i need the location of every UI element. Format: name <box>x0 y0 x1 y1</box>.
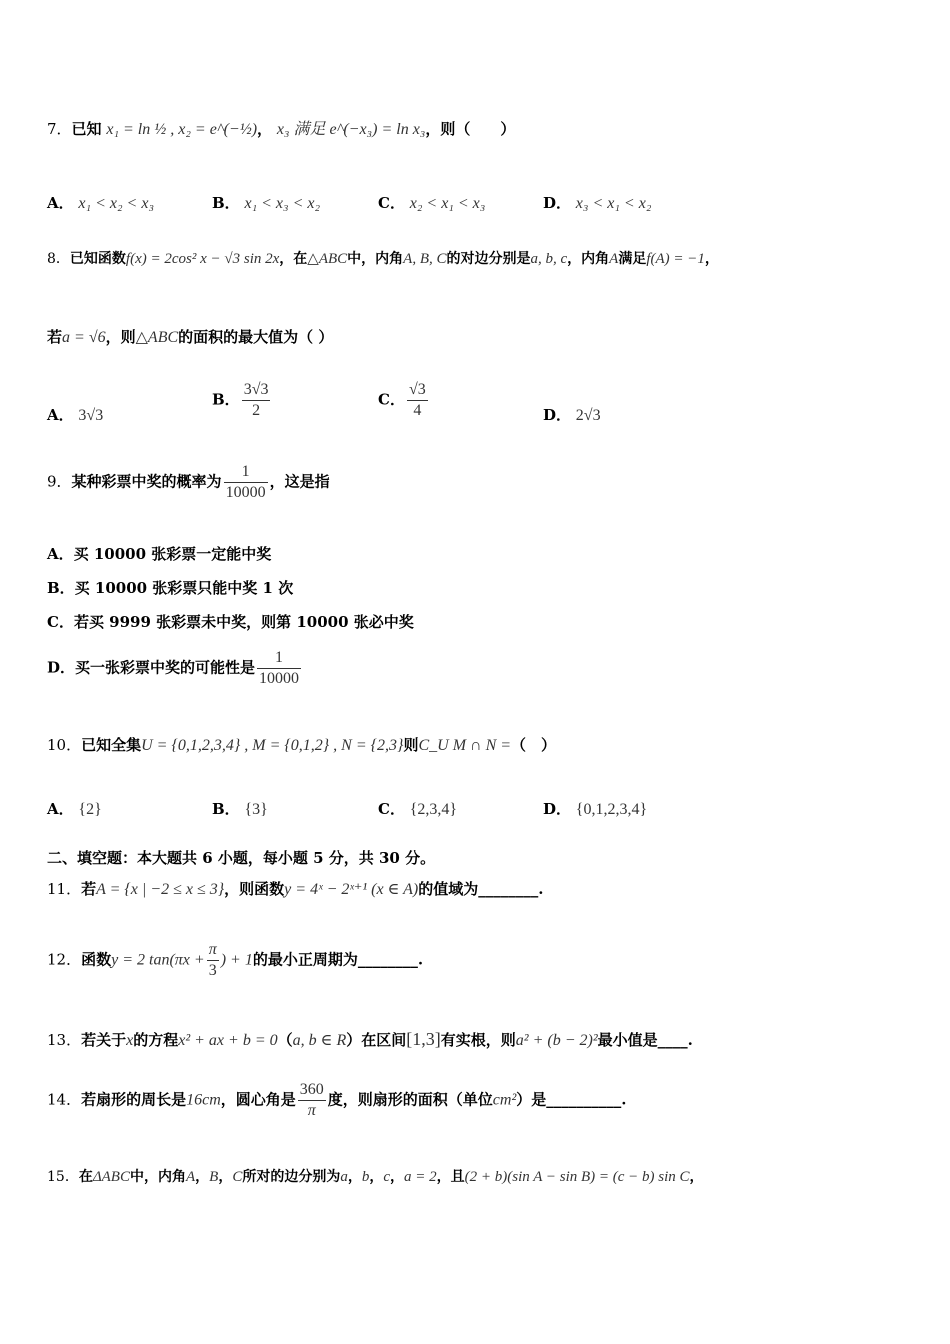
question-11: 11．若A = {x | −2 ≤ x ≤ 3}，则函数y = 4ˣ − 2ˣ⁺¹ (x ∈ A)的值域为________. <box>47 880 544 898</box>
fraction: $\frac{√3}{4}$ <box>408 381 426 419</box>
question-8-line-2: 若a = √6，则△ABC的面积的最大值为（ ） <box>47 328 334 346</box>
q7-option-a: A． x₁ < x₂ < x₃ <box>47 194 155 212</box>
math-condition: x₃ 满足 e^(−x₃) = ln x₃ <box>276 121 426 138</box>
question-7: 7．已知 x₁ = ln ½ , x₂ = e^(−½)， x₃ 满足 e^(−x₃) = ln x₃，则（ ） <box>47 120 516 138</box>
q8-option-c: C． $\frac{√3}{4}$ <box>378 381 426 419</box>
question-10: 10．已知全集U = {0,1,2,3,4} , M = {0,1,2} , N = {2,3}则C_U M ∩ N =（ ） <box>47 736 557 754</box>
q9-option-a: A．买 10000 张彩票一定能中奖 <box>47 545 272 563</box>
question-12: 12．函数y = 2 tan(πx + $\frac{\pi}{3}$ ) + 1的最小正周期为________. <box>47 941 424 979</box>
q10-option-d: D． {0,1,2,3,4} <box>543 800 648 818</box>
q8-option-a: A． 3√3 <box>47 406 104 424</box>
fraction: $\frac{1}{10000}$ <box>259 649 300 687</box>
q7-option-d: D． x₃ < x₁ < x₂ <box>543 194 652 212</box>
q8-option-b: B． $\frac{3√3}{2}$ <box>212 381 269 419</box>
fraction: $\frac{360}{\pi}$ <box>299 1081 324 1119</box>
q8-option-d: D． 2√3 <box>543 406 601 424</box>
q10-option-c: C． {2,3,4} <box>378 800 458 818</box>
question-number: 7． <box>47 120 72 138</box>
fraction: $\frac{\pi}{3}$ <box>208 941 217 979</box>
q10-option-a: A． {2} <box>47 800 102 818</box>
q10-option-b: B． {3} <box>212 800 268 818</box>
section-heading: 二、填空题：本大题共 6 小题，每小题 5 分，共 30 分。 <box>47 849 436 867</box>
q7-option-c: C． x₂ < x₁ < x₃ <box>378 194 486 212</box>
q9-option-b: B．买 10000 张彩票只能中奖 1 次 <box>47 579 294 597</box>
math-given: x₁ = ln ½ , x₂ = e^(−½) <box>106 121 258 138</box>
question-13: 13．若关于x的方程x² + ax + b = 0（a, b ∈ R）在区间[1,3]有实根，则a² + (b − 2)²最小值是____. <box>47 1029 693 1049</box>
fraction: $\frac{1}{10000}$ <box>225 463 266 501</box>
question-15: 15．在ΔABC中，内角A，B，C所对的边分别为a，b，c，a = 2，且(2 + b)(sin A − sin B) = (c − b) sin C， <box>47 1169 704 1185</box>
q9-option-c: C．若买 9999 张彩票未中奖，则第 10000 张必中奖 <box>47 613 414 631</box>
question-9: 9．某种彩票中奖的概率为 $\frac{1}{10000}$ ，这是指 <box>47 463 330 501</box>
question-14: 14．若扇形的周长是16cm，圆心角是 $\frac{360}{\pi}$ 度，则扇形的面积（单位cm²）是__________. <box>47 1081 627 1119</box>
q9-option-d: D．买一张彩票中奖的可能性是 $\frac{1}{10000}$ <box>47 649 300 687</box>
question-8: 8．已知函数f(x) = 2cos² x − √3 sin 2x，在△ABC中，内角A, B, C的对边分别是a, b, c，内角A满足f(A) = −1， <box>47 251 719 267</box>
fraction: $\frac{3√3}{2}$ <box>243 381 269 419</box>
q7-option-b: B． x₁ < x₃ < x₂ <box>212 194 321 212</box>
